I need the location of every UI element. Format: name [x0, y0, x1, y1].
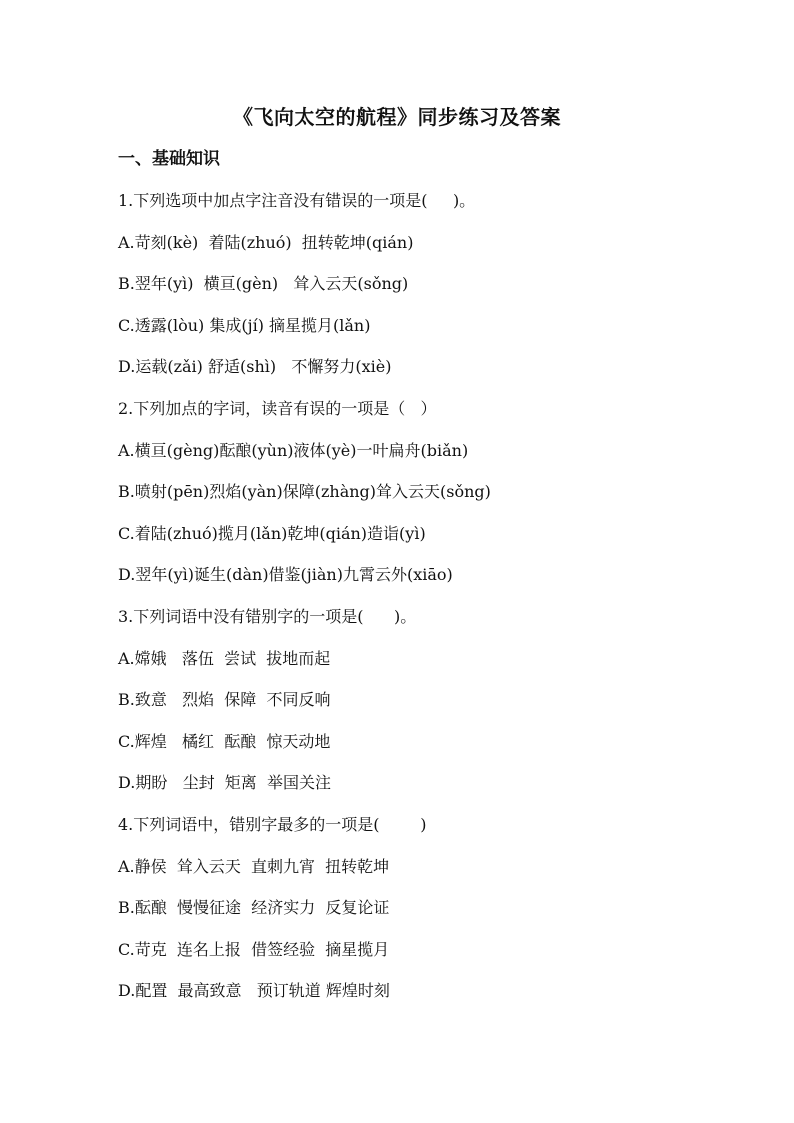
question-4-option-c: C.苛克 连名上报 借签经验 摘星揽月	[118, 939, 390, 959]
question-2-option-c: C.着陆(zhuó)揽月(lǎn)乾坤(qián)造诣(yì)	[118, 523, 426, 543]
page-title: 《飞向太空的航程》同步练习及答案	[233, 105, 561, 129]
question-2-option-d: D.翌年(yì)诞生(dàn)借鉴(jiàn)九霄云外(xiāo)	[118, 565, 453, 585]
question-2-option-a: A.横亘(gèng)酝酿(yùn)液体(yè)一叶扁舟(biǎn)	[118, 440, 469, 460]
question-2-option-b: B.喷射(pēn)烈焰(yàn)保障(zhàng)耸入云天(sǒng)	[118, 482, 491, 502]
question-4-option-d: D.配置 最高致意 预订轨道 辉煌时刻	[118, 981, 390, 1001]
question-1-stem: 1.下列选项中加点字注音没有错误的一项是( )。	[118, 191, 476, 210]
question-1-option-b: B.翌年(yì) 横亘(gèn) 耸入云天(sǒng)	[118, 274, 409, 294]
question-1-option-d: D.运载(zǎi) 舒适(shì) 不懈努力(xiè)	[118, 357, 392, 377]
question-1-option-a: A.苛刻(kè) 着陆(zhuó) 扭转乾坤(qián)	[118, 232, 414, 252]
question-3-option-c: C.辉煌 橘红 酝酿 惊天动地	[118, 731, 331, 751]
question-4-option-a: A.静侯 耸入云天 直刺九宵 扭转乾坤	[118, 856, 390, 876]
question-2-stem: 2.下列加点的字词，读音有误的一项是（ ）	[118, 398, 437, 418]
question-3-option-b: B.致意 烈焰 保障 不同反响	[118, 690, 331, 710]
question-list	[118, 188, 718, 1020]
question-3-option-d: D.期盼 尘封 矩离 举国关注	[118, 773, 331, 793]
question-4-option-b: B.酝酿 慢慢征途 经济实力 反复论证	[118, 898, 390, 918]
question-1-option-c: C.透露(lòu) 集成(jí) 摘星揽月(lǎn)	[118, 315, 371, 335]
question-4-stem: 4.下列词语中，错别字最多的一项是( )	[118, 814, 427, 834]
section-heading: 一、基础知识	[118, 149, 220, 169]
question-3-stem: 3.下列词语中没有错别字的一项是( )。	[118, 606, 417, 626]
question-3-option-a: A.嫦娥 落伍 尝试 拔地而起	[118, 648, 331, 668]
